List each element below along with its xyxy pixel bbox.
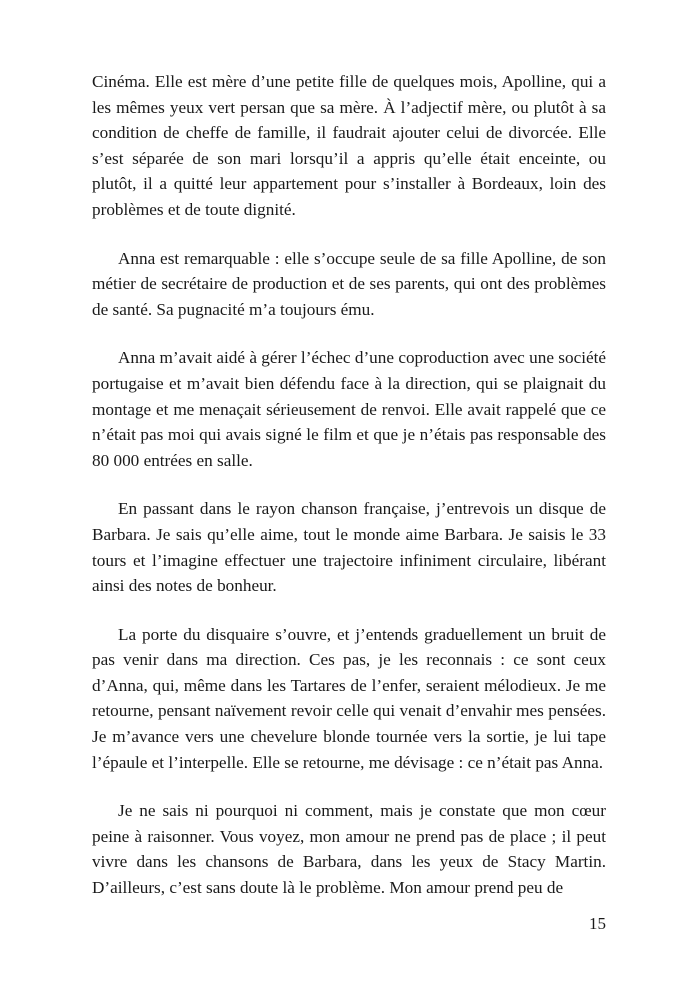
body-text	[92, 69, 606, 901]
paragraph-3: Anna m’avait aidé à gérer l’échec d’une coproduction avec une société portugaise et m’avait bien défendu face à la direction, qui se plaignait du montage et me menaçait sérieusement de renvoi. Elle avait rappelé que ce n’était pas moi qui avais signé le film et que je n’étais pas responsable des 80 000 entrées en salle.	[92, 348, 606, 470]
paragraph-6: Je ne sais ni pourquoi ni comment, mais je constate que mon cœur peine à raisonner. Vous voyez, mon amour ne prend pas de place ; il peut vivre dans les chansons de Barbara, dans les yeux de Stacy Martin. D’ailleurs, c’est sans doute là le problème. Mon amour prend peu de	[92, 801, 606, 898]
paragraph-2: Anna est remarquable : elle s’occupe seule de sa fille Apolline, de son métier de secrétaire de production et de ses parents, qui ont des problèmes de santé. Sa pugnacité m’a toujours ému.	[92, 248, 606, 319]
paragraph-1: Cinéma. Elle est mère d’une petite fille de quelques mois, Apolline, qui a les mêmes yeux vert persan que sa mère. À l’adjectif mère, ou plutôt à sa condition de cheffe de famille, il faudrait ajouter celui de divorcée. Elle s’est séparée de son mari lorsqu’il a appris qu’elle était enceinte, ou plutôt, il a quitté leur appartement pour s’installer à Bordeaux, loin des problèmes et de toute dignité.	[92, 72, 606, 219]
paragraph-5: La porte du disquaire s’ouvre, et j’entends graduellement un bruit de pas venir dans ma direction. Ces pas, je les reconnais : ce sont ceux d’Anna, qui, même dans les Tartares de l’enfer, seraient mélodieux. Je me retourne, pensant naïvement revoir celle qui venait d’envahir mes pensées. Je m’avance vers une chevelure blonde tournée vers la sortie, je lui tape l’épaule et l’interpelle. Elle se retourne, me dévisage : ce n’était pas Anna.	[92, 624, 606, 772]
page-number: 15	[589, 914, 606, 933]
paragraph-4: En passant dans le rayon chanson française, j’entrevois un disque de Barbara. Je sais qu’elle aime, tout le monde aime Barbara. Je saisis le 33 tours et l’imagine effectuer une trajectoire infiniment circulaire, libérant ainsi des notes de bonheur.	[92, 499, 606, 596]
